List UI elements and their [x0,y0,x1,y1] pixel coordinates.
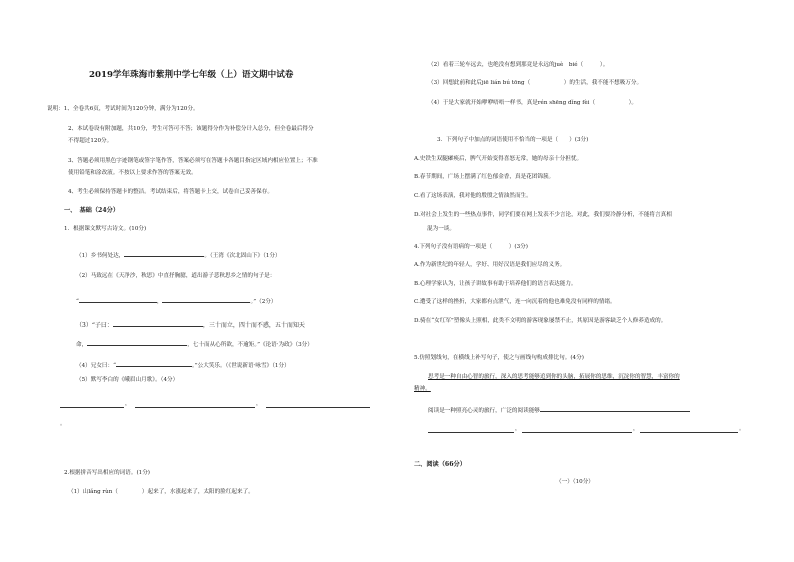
question-stem: 3．下列句子中加点的词语使用不恰当的一项是（ ）(3分) [437,137,589,143]
option-b: B.春节期间，广场上摆满了红色郁金香，真是花团锦簇。 [414,174,555,180]
q2-4: （4）于是大家就开始咿咿唔唔一样书，真是rén shēng dǐng fèi（ ）。 [428,100,637,106]
quote-open: “ [76,299,79,305]
answer-blank[interactable] [135,407,255,408]
instruction-line: 3、答题必须用黑色字迹钢笔或签字笔作答，答案必须写在答题卡各题目指定区域内相应位置上；不准 [68,158,318,164]
question-stem: 5.仿照划线句，在横线上补写句子，使之与画线句构成排比句。(4分) [414,355,584,361]
separator: ， [633,426,639,432]
answer-blank[interactable] [266,407,370,408]
option-d: D.骑在“女红军”塑像头上照相，此类不文明的游客现象屡禁不止，其原因是游客缺乏个人修养造成的。 [414,318,667,324]
answer-blank[interactable] [113,320,203,327]
q1-1 [76,250,281,260]
instruction-line: 不得超过120分。 [68,138,113,144]
q1-3 [76,320,305,329]
answer-blank[interactable] [87,339,187,346]
period: 。 [60,421,66,427]
section-heading: 一、 基础（24分） [64,207,120,214]
section-heading: 二、阅读（66分） [414,461,466,468]
q1-3-end: ，七十而从心所欲，不逾矩。”《论语·为政》（3分） [187,342,313,348]
separator: ， [515,426,521,432]
q1-3-prefix: （3）“子曰： [76,322,113,329]
model-sentence-cont: 精神。 [414,386,431,392]
separator: ， [125,401,131,407]
answer-blank[interactable] [640,432,738,433]
question-stem: 4.下列句子没有语病的一项是（ ）(3分) [414,244,528,250]
option-b: B.心理学家认为，让孩子讲故事有助于培养他们的语言表达能力。 [414,281,577,287]
q1-3-line2 [76,339,313,349]
q2-1-rest: ）起来了，水涨起来了，太阳的脸红起来了。 [141,489,254,495]
question-stem: 1．根据课文默写古诗文。(10分) [64,226,147,232]
q5-prefix: 阅读是一种照亮心灵的旅行，广泛的阅读能够 [428,408,540,414]
q1-5: （5）默写李白的《峨眉山月歌》。（4分） [76,377,179,383]
separator: ， [156,299,163,305]
answer-blank[interactable] [428,432,514,433]
q1-2: （2）马致远在《天净沙，秋思》中直抒胸臆，道出游子悲秋思乡之情的句子是： [76,273,276,279]
q1-4 [76,360,290,370]
page-title: 2019学年珠海市紫荆中学七年级（上）语文期中试卷 [89,70,294,80]
instruction-line: 2、本试卷设有附加题，共10分，考生可答可不答；该题得分作为补偿分计入总分，但全卷最后得分 [68,126,314,132]
answer-blank[interactable] [522,432,632,433]
q1-2-answer [76,296,276,306]
option-d-cont: 混为一谈。 [427,226,455,232]
instruction-line: 使用铅笔和涂改液。不按以上要求作答的答案无效。 [68,170,197,176]
model-sentence: 思考是一种自由心智的旅行，深入的思考能够追到你的头脑，拓展你的思维，沉淀你的智慧，丰富你的 [428,374,680,380]
q2-1-prefix: （1）山lǎng rùn（ [68,489,118,495]
option-c: C.遭受了这样的挫折，大家都有点泄气，连一向沉着的他也难免没有同样的情绪。 [414,299,616,305]
separator: ， [256,401,262,407]
option-d: D.对社会上发生的一些热点事件，同学们要在网上发表不少言论，对此，我们要冷静分析，不能将言真相 [414,212,672,218]
option-a: A.作为新世纪的年轻人，学好、用好汉语是我们应尽的义务。 [414,262,566,268]
instruction-line: 说明：1、全卷共6页，考试时间为120分钟，满分为120分。 [47,106,199,112]
answer-blank[interactable] [116,360,192,367]
answer-blank[interactable] [60,407,124,408]
instruction-line: 4、考生必须保持答题卡的整洁。考试结束后，将答题卡上交，试卷自己妥善保存。 [68,189,273,195]
q1-4-source: 。”公大笑乐。（《世说新语·咏雪》（1分） [191,363,290,369]
question-stem: 2.根据拼音写出相应的词语。(1分) [64,470,150,476]
option-a: A.史铁生双腿瘫痪后，脾气开始变得喜怒无常，她的母亲十分担忧。 [414,156,583,162]
q1-2-score: 。”（2分） [250,299,277,305]
answer-blank[interactable] [162,296,250,303]
q1-1-prefix: （1）乡书何处达， [76,253,125,259]
q1-3-middle: ，三十而立，四十而不惑，五十而知天 [202,322,305,329]
q1-3-ming: 命， [76,342,88,348]
period: 。 [739,426,745,432]
answer-blank[interactable] [540,405,690,412]
q1-1-source: 。（王湾《次北固山下》（1分） [204,253,281,259]
option-c: C.看了这场表演，我对他的殷殷之情油然而生。 [414,193,532,199]
answer-blank[interactable] [124,250,204,257]
answer-blank[interactable] [79,296,157,303]
q2-1 [68,489,254,496]
q2-2: （2）看着三轮车远去，也绝没有想到那竟是永远的juè bié（ ）。 [428,62,609,68]
subsection-heading: （一）（10分） [556,479,594,485]
q2-3: （3）回想此前和此后jiē lián bú tōng（ ）的生活，我不能不想吸万分。 [428,80,643,86]
q5-answer-line [428,405,690,415]
q1-4-prefix: （4）兄女曰：“ [76,363,116,369]
